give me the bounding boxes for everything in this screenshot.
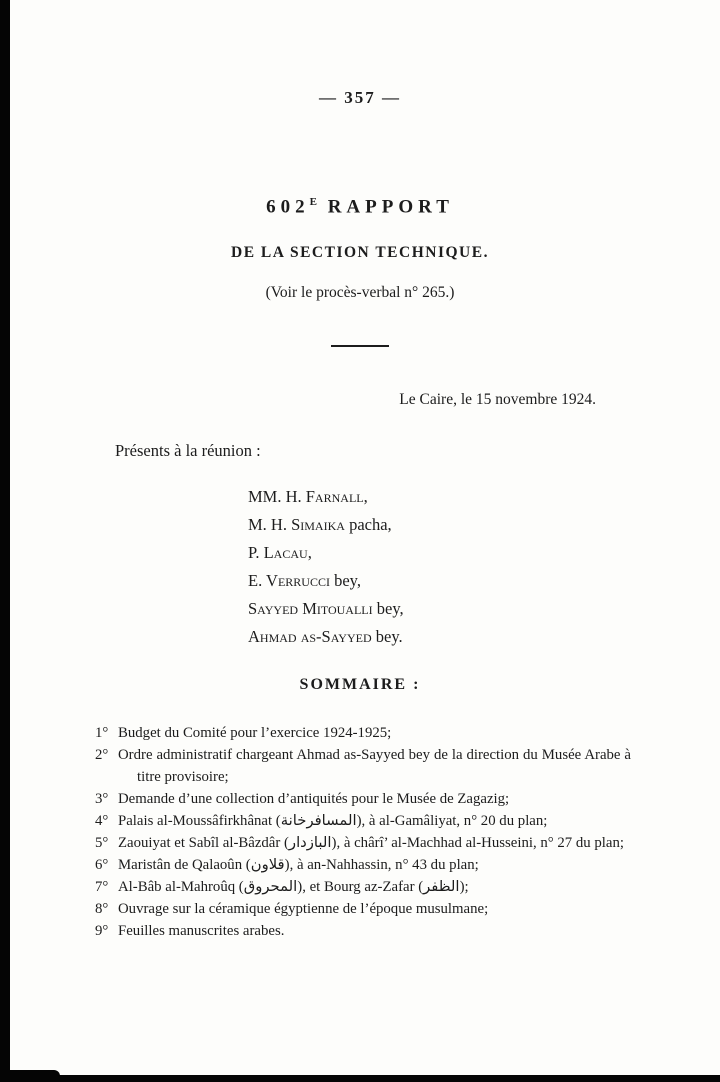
- sommaire-list: [95, 722, 631, 942]
- scan-edge-bottom-corner: [0, 1070, 60, 1082]
- sommaire-item: [95, 722, 631, 744]
- report-number-superscript: E: [309, 196, 318, 208]
- section-divider-rule: [331, 345, 389, 347]
- sommaire-item: [95, 832, 631, 854]
- attendee-name: M. H. Simaika: [248, 515, 345, 534]
- attendee-row: [248, 483, 404, 511]
- attendees-list: [248, 483, 404, 651]
- attendee-prefix: MM.: [248, 487, 286, 506]
- attendee-row: [248, 595, 404, 623]
- sommaire-item-text: Feuilles manuscrites arabes.: [118, 923, 285, 939]
- sommaire-item-text: Demande d’une collection d’antiquités pour le Musée de Zagazig;: [118, 791, 510, 807]
- report-title: [0, 196, 720, 218]
- report-reference: (Voir le procès-verbal n° 265.): [265, 284, 455, 301]
- attendee-row: [248, 623, 404, 651]
- sommaire-item-number: 9°: [95, 923, 109, 939]
- attendee-suffix: bey,: [329, 571, 361, 590]
- attendee-name: Ahmad as-Sayyed: [248, 627, 372, 646]
- attendee-name: P. Lacau: [248, 543, 308, 562]
- report-subtitle: DE LA SECTION TECHNIQUE.: [231, 244, 489, 261]
- sommaire-item-number: 1°: [95, 725, 109, 741]
- report-number: 602: [266, 196, 310, 218]
- sommaire-item-number: 3°: [95, 791, 109, 807]
- dateline: Le Caire, le 15 novembre 1924.: [399, 391, 596, 408]
- sommaire-item-number: 7°: [95, 879, 109, 895]
- attendee-name: Sayyed Mitoualli: [248, 599, 373, 618]
- sommaire-item-text: Palais al-Moussâfirkhânat (المسافرخانة), à al-Gamâliyat, n° 20 du plan;: [118, 813, 548, 829]
- attendee-name: H. Farnall: [285, 487, 364, 506]
- scan-edge-bottom-bar: [0, 1075, 720, 1082]
- sommaire-item-number: 2°: [95, 747, 109, 763]
- scan-edge-left-bar: [0, 0, 10, 1082]
- sommaire-item: [95, 876, 631, 898]
- sommaire-item: [95, 744, 631, 788]
- sommaire-item-text: Zaouiyat et Sabîl al-Bâzdâr (البازدار), à chârî’ al-Machhad al-Husseini, n° 27 du plan;: [118, 835, 624, 851]
- attendee-name: E. Verrucci: [248, 571, 330, 590]
- attendee-row: [248, 511, 404, 539]
- sommaire-item-number: 8°: [95, 901, 109, 917]
- attendee-suffix: ,: [307, 543, 312, 562]
- page-number: — 357 —: [319, 88, 401, 107]
- sommaire-item-text: Ouvrage sur la céramique égyptienne de l’époque musulmane;: [118, 901, 489, 917]
- sommaire-item: [95, 788, 631, 810]
- sommaire-item: [95, 854, 631, 876]
- sommaire-item: [95, 920, 631, 942]
- presents-label: Présents à la réunion :: [115, 441, 261, 460]
- sommaire-item: [95, 810, 631, 832]
- attendee-suffix: bey,: [372, 599, 404, 618]
- attendee-row: [248, 567, 404, 595]
- attendee-suffix: ,: [363, 487, 368, 506]
- attendee-suffix: bey.: [371, 627, 403, 646]
- report-word: RAPPORT: [327, 196, 454, 218]
- sommaire-item-number: 4°: [95, 813, 109, 829]
- sommaire-item: [95, 898, 631, 920]
- attendee-suffix: pacha,: [344, 515, 392, 534]
- sommaire-item-number: 5°: [95, 835, 109, 851]
- sommaire-item-text: Ordre administratif chargeant Ahmad as-Sayyed bey de la direction du Musée Arabe à titre provisoire;: [118, 747, 631, 785]
- sommaire-item-text: Al-Bâb al-Mahroûq (المحروق), et Bourg az-Zafar (الظفر);: [118, 879, 469, 895]
- sommaire-item-text: Budget du Comité pour l’exercice 1924-1925;: [118, 725, 392, 741]
- attendee-row: [248, 539, 404, 567]
- sommaire-item-number: 6°: [95, 857, 109, 873]
- sommaire-title: SOMMAIRE :: [299, 676, 421, 693]
- sommaire-item-text: Maristân de Qalaoûn (قلاون), à an-Nahhassin, n° 43 du plan;: [118, 857, 479, 873]
